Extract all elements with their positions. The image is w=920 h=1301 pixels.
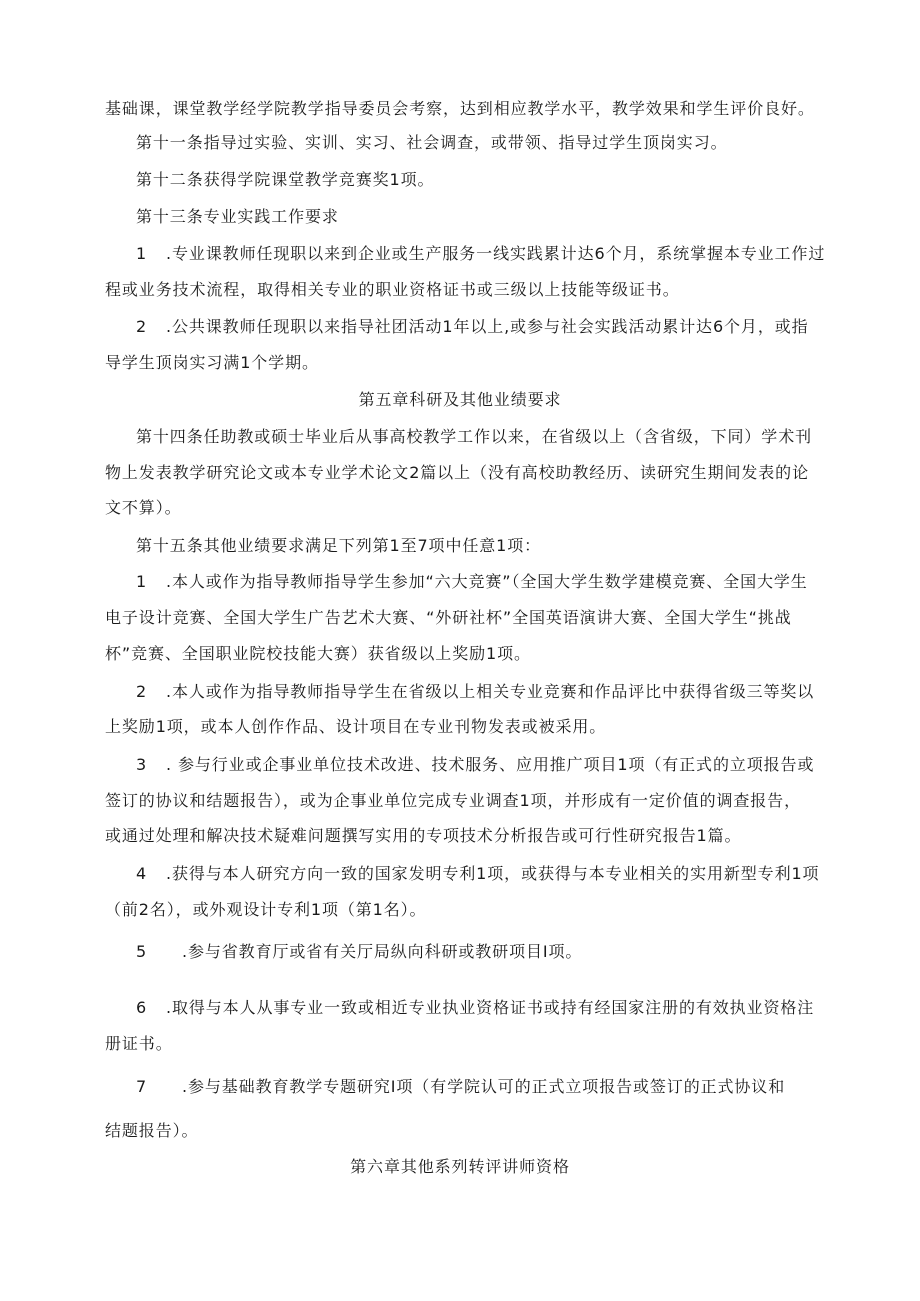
article-12: 第十二条获得学院课堂教学竞赛奖1项。 [136, 170, 435, 189]
list-number: 1 [136, 572, 148, 591]
list-text: .公共课教师任现职以来指导社团活动1年以上,或参与社会实践活动累计达6个月，或指 [166, 317, 809, 336]
list-number: 1 [136, 244, 148, 263]
paragraph-line: 签订的协议和结题报告），或为企事业单位完成专业调查1项，并形成有一定价值的调查报告， [105, 791, 801, 810]
list-number: 6 [136, 998, 148, 1017]
list-item-line [136, 1076, 785, 1098]
paragraph-line: 杯”竞赛、全国职业院校技能大赛）获省级以上奖励1项。 [105, 644, 531, 663]
list-text: .参与省教育厅或省有关厅局纵向科研或教研项目I项。 [182, 942, 583, 961]
paragraph-line: 册证书。 [105, 1034, 173, 1053]
list-item-line [136, 571, 808, 593]
article-13: 第十三条专业实践工作要求 [136, 207, 339, 226]
paragraph-line: 文不算）。 [105, 498, 182, 517]
list-item-line [136, 243, 825, 265]
list-item-line [136, 316, 809, 338]
list-number: 5 [136, 942, 148, 961]
paragraph-line: 导学生顶岗实习满1个学期。 [105, 353, 319, 372]
paragraph-line: 物上发表教学研究论文或本专业学术论文2篇以上（没有高校助教经历、读研究生期间发表的论 [105, 463, 809, 482]
paragraph-line: 电子设计竞赛、全国大学生广告艺术大赛、“外研社杯”全国英语演讲大赛、全国大学生“挑战 [105, 608, 792, 627]
list-number: 3 [136, 755, 148, 774]
list-number: 2 [136, 317, 148, 336]
list-item-line [136, 997, 814, 1019]
paragraph-line: 程或业务技术流程，取得相关专业的职业资格证书或三级以上技能等级证书。 [105, 280, 680, 299]
list-text: .专业课教师任现职以来到企业或生产服务一线实践累计达6个月，系统掌握本专业工作过 [166, 244, 826, 263]
list-text: .本人或作为指导教师指导学生参加“六大竞赛”（全国大学生数学建模竞赛、全国大学生 [166, 572, 808, 591]
paragraph-line: （前2名），或外观设计专利1项（第1名）。 [105, 900, 427, 919]
list-item-line [136, 681, 814, 703]
list-number: 7 [136, 1077, 148, 1096]
chapter-heading: 第五章科研及其他业绩要求 [358, 390, 562, 409]
list-item-line [136, 941, 582, 963]
list-text: .参与基础教育教学专题研究I项（有学院认可的正式立项报告或签订的正式协议和 [182, 1077, 786, 1096]
paragraph-line: 或通过处理和解决技术疑难问题撰写实用的专项技术分析报告或可行性研究报告1篇。 [105, 826, 742, 845]
list-number: 2 [136, 682, 148, 701]
paragraph-line: 结题报告）。 [105, 1121, 199, 1140]
list-item-line [136, 863, 819, 885]
paragraph-line: 基础课，课堂教学经学院教学指导委员会考察，达到相应教学水平，教学效果和学生评价良好。 [105, 99, 815, 118]
list-text: .本人或作为指导教师指导学生在省级以上相关专业竞赛和作品评比中获得省级三等奖以 [166, 682, 815, 701]
article-14: 第十四条任助教或硕士毕业后从事高校教学工作以来，在省级以上（含省级，下同）学术刊 [136, 427, 813, 446]
list-text: . 参与行业或企事业单位技术改进、技术服务、应用推广项目1项（有正式的立项报告或 [166, 755, 815, 774]
list-text: .取得与本人从事专业一致或相近专业执业资格证书或持有经国家注册的有效执业资格注 [166, 998, 815, 1017]
list-item-line [136, 754, 814, 776]
chapter-heading: 第六章其他系列转评讲师资格 [350, 1157, 570, 1176]
list-number: 4 [136, 864, 148, 883]
paragraph-line: 上奖励1项，或本人创作作品、设计项目在专业刊物发表或被采用。 [105, 717, 607, 736]
list-text: .获得与本人研究方向一致的国家发明专利1项，或获得与本专业相关的实用新型专利1项 [166, 864, 820, 883]
article-15: 第十五条其他业绩要求满足下列第1至7项中任意1项： [136, 536, 542, 555]
article-11: 第十一条指导过实验、实训、实习、社会调查，或带领、指导过学生顶岗实习。 [136, 133, 728, 152]
